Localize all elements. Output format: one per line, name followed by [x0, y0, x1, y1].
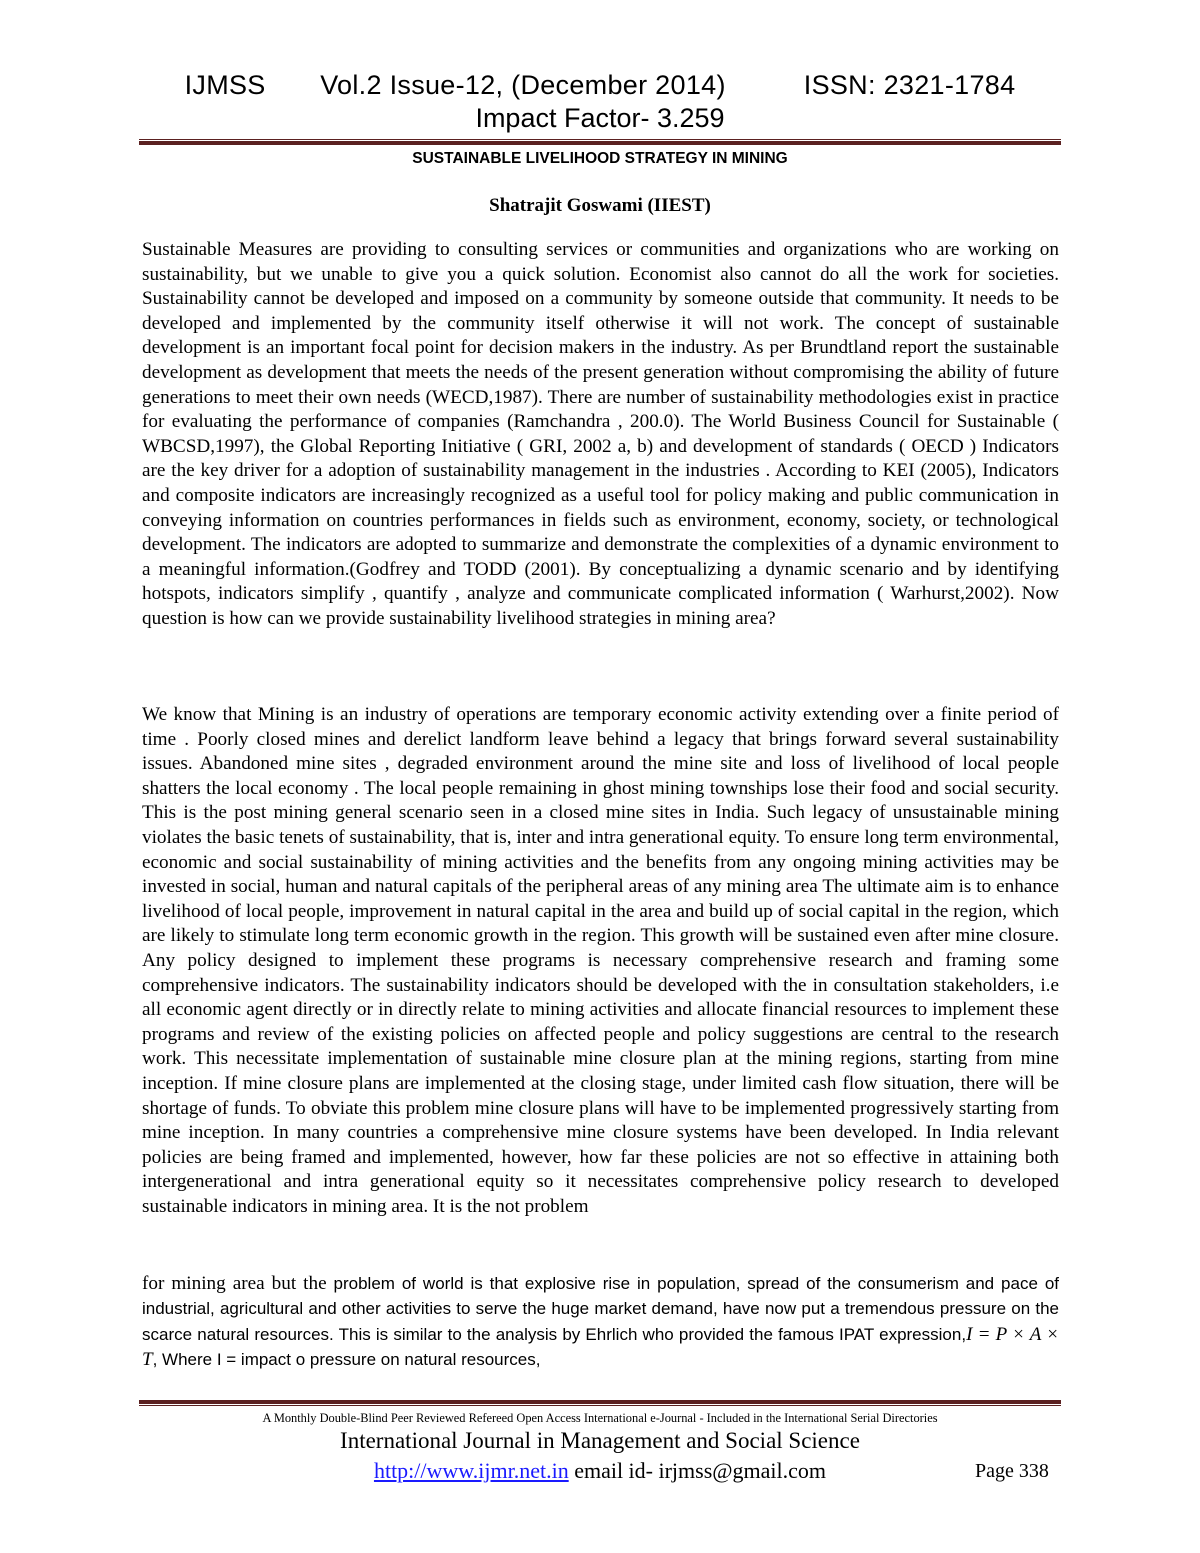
footer-email: email id- irjmss@gmail.com	[574, 1458, 827, 1483]
article-author: Shatrajit Goswami (IIEST)	[489, 195, 711, 216]
after-formula-text: , Where I = impact o pressure on natural resources,	[152, 1350, 541, 1370]
paragraph-2: We know that Mining is an industry of operations are temporary economic activity extending over a finite period of time . Poorly closed mines and derelict landform leave behind a legacy that brings forward several sustainability issues. Abandoned mine sites , degraded environment around the mine site and loss of livelihood of local people shatters the local economy . The local people remaining in ghost mining townships lose their food and social security. This is the post mining general scenario seen in a closed mine sites in India. Such legacy of unsustainable mining violates the basic tenets of sustainability, that is, inter and intra generational equity. To ensure long term environmental, economic and social sustainability of mining activities and the benefits from any ongoing mining activities may be invested in social, human and natural capitals of the peripheral areas of any mining area The ultimate aim is to enhance livelihood of local people, improvement in natural capital in the area and build up of social capital in the region, which are likely to stimulate long term economic growth in the region. This growth will be sustained even after mine closure. Any policy designed to implement these programs is necessary comprehensive research and framing some comprehensive indicators. The sustainability indicators should be developed with the in consultation stakeholders, i.e all economic agent directly or in directly relate to mining activities and allocate financial resources to implement these programs and review of the existing policies on affected people and policy suggestions are central to the research work. This necessitate implementation of sustainable mine closure plan at the mining regions, starting from mine inception. If mine closure plans are implemented at the closing stage, under limited cash flow situation, there will be shortage of funds. To obviate this problem mine closure plans will have to be implemented progressively starting from mine inception. In many countries a comprehensive mine closure systems have been developed. In India relevant policies are being framed and implemented, however, how far these policies are not so effective in attaining both intergenerational and intra generational equity so it necessitates comprehensive policy research to developed sustainable indicators in mining area. It is the not problem	[142, 704, 1059, 1217]
paragraph-1: Sustainable Measures are providing to consulting services or communities and organizations who are working on sustainability, but we unable to give you a quick solution. Economist also cannot do all the work for societies. Sustainability cannot be developed and imposed on a community by someone outside that community. It needs to be developed and implemented by the community itself otherwise it will not work. The concept of sustainable development is an important focal point for decision makers in the industry. As per Brundtland report the sustainable development as development that meets the needs of the present generation without compromising the ability of future generations to meet their own needs (WECD,1987). There are number of sustainability methodologies exist in practice for evaluating the performance of companies (Ramchandra , 200.0). The World Business Council for Sustainable ( WBCSD,1997), the Global Reporting Initiative ( GRI, 2002 a, b) and development of standards ( OECD ) Indicators are the key driver for a adoption of sustainability management in the industries . According to KEI (2005), Indicators and composite indicators are increasingly recognized as a useful tool for policy making and public communication in conveying information on countries performances in fields such as environment, economy, society, or technological development. The indicators are adopted to summarize and demonstrate the complexities of a dynamic environment to a meaningful information.(Godfrey and TODD (2001). By conceptualizing a dynamic scenario and by identifying hotspots, indicators simplify , quantify , analyze and communicate complicated information ( Warhurst,2002). Now question is how can we provide sustainability livelihood strategies in mining area?	[142, 239, 1059, 629]
header-rule-thick	[139, 141, 1061, 145]
impact-factor: Impact Factor- 3.259	[475, 103, 725, 133]
header-rule-thin	[139, 139, 1061, 140]
footer-note: A Monthly Double-Blind Peer Reviewed Refereed Open Access International e-Journal - Included in the International Serial Directories	[262, 1411, 938, 1425]
journal-abbrev: IJMSS	[184, 70, 266, 100]
footer-journal-name: International Journal in Management and Social Science	[340, 1428, 860, 1453]
footer-rule-thin	[139, 1405, 1061, 1406]
issn: ISSN: 2321-1784	[803, 70, 1016, 100]
ipat-formula: I = P × A × T	[142, 1323, 1059, 1371]
journal-url-link[interactable]: http://www.ijmr.net.in	[373, 1458, 569, 1483]
page-number: Page 338	[975, 1460, 1049, 1482]
continuation-sans-part: problem of world is that explosive rise in population, spread of the consumerism and pace of industrial, agricultural and other activities to serve the huge market demand, have now put a tremendous pressure on the scarce natural resources. This is similar to the analysis by Ehrlich who provided the famous IPAT expression,	[142, 1274, 1060, 1344]
running-header	[0, 70, 1200, 101]
footer-rule-thick	[139, 1400, 1061, 1404]
paragraph-2-continuation	[142, 1271, 1059, 1373]
volume-issue: Vol.2 Issue-12, (December 2014)	[320, 70, 726, 100]
continuation-serif-part: for mining area but the	[142, 1273, 327, 1294]
article-title: SUSTAINABLE LIVELIHOOD STRATEGY IN MINING	[412, 150, 788, 167]
